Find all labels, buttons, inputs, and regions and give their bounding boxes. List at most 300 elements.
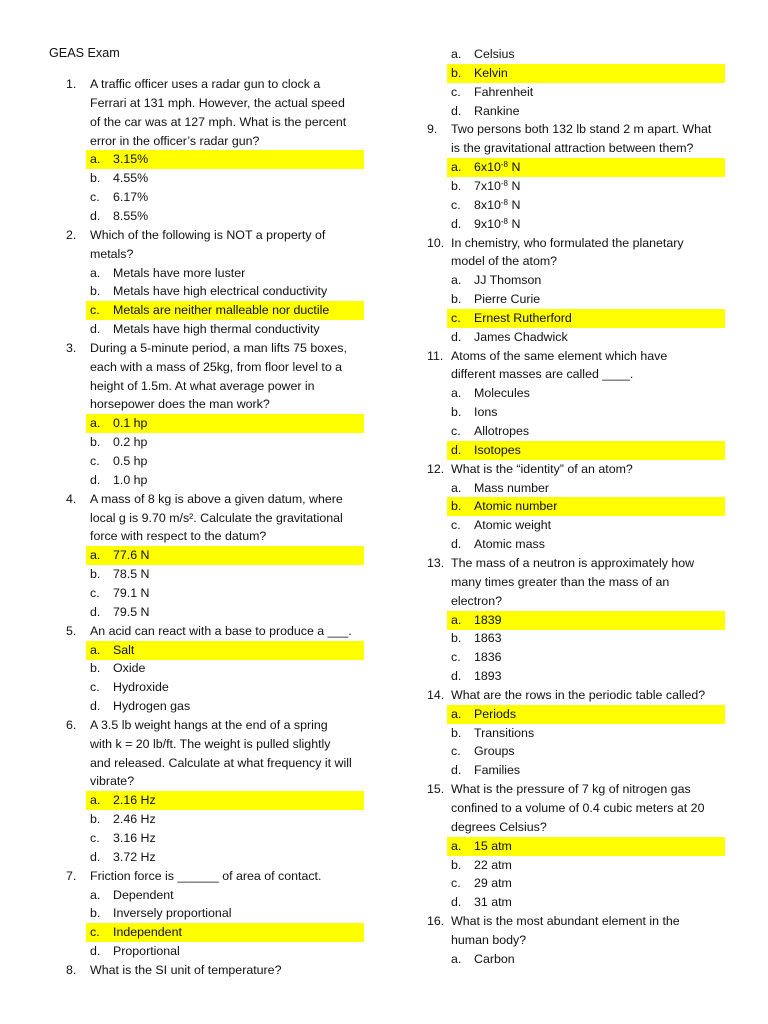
choice-text (474, 441, 521, 460)
choice-value: 3.15% (113, 152, 149, 167)
choice-letter: d. (451, 763, 462, 778)
question-text: metals? (90, 246, 134, 261)
choice-letter: d. (451, 537, 462, 552)
answer-choice (447, 384, 725, 403)
choice-value: Metals have high electrical conductivity (113, 284, 328, 299)
choice-text (113, 301, 329, 320)
choice-text (113, 565, 150, 584)
answer-choice-highlighted (447, 441, 725, 460)
question-number: 16. (427, 914, 445, 929)
answer-choice-highlighted (447, 64, 725, 83)
answer-choice (86, 471, 364, 490)
choice-text (474, 309, 572, 328)
question-number: 13. (427, 555, 445, 570)
choice-value: 8.55% (113, 208, 149, 223)
question-text: each with a mass of 25kg, from floor level to a (90, 359, 343, 374)
choice-letter: c. (90, 680, 100, 695)
choice-letter: d. (451, 442, 462, 457)
choice-value: Fahrenheit (474, 84, 534, 99)
question-number: 15. (427, 782, 445, 797)
choice-text (113, 433, 147, 452)
choice-value: 1836 (474, 650, 502, 665)
choice-letter: a. (90, 416, 101, 431)
choice-value: Atomic number (474, 499, 558, 514)
choice-letter: b. (90, 435, 101, 450)
choice-letter: b. (90, 284, 101, 299)
choice-value: Allotropes (474, 424, 530, 438)
question-text: What is the pressure of 7 kg of nitrogen gas (451, 782, 691, 797)
choice-letter: a. (90, 793, 101, 808)
choice-value: 29 atm (474, 876, 512, 891)
answer-choice (86, 264, 364, 283)
choice-text (113, 320, 320, 339)
choice-text (113, 904, 231, 923)
answer-choice (86, 848, 364, 867)
choice-text (113, 150, 148, 169)
choice-text (113, 452, 147, 471)
choice-text (113, 207, 148, 226)
answer-choice-highlighted (86, 150, 364, 169)
choice-value: Mass number (474, 480, 550, 495)
choice-text (474, 215, 520, 234)
answer-choice (86, 942, 364, 961)
choice-value: 3.16 Hz (113, 831, 156, 845)
choice-text (474, 648, 502, 667)
unit: N (508, 178, 521, 193)
answer-choice (447, 177, 725, 196)
answer-choice (86, 904, 364, 923)
choice-value: 2.46 Hz (113, 812, 156, 827)
choice-value: Pierre Curie (474, 292, 541, 307)
answer-choice (86, 659, 364, 678)
question-text: Two persons both 132 lb stand 2 m apart. What (451, 122, 712, 137)
question-text: different masses are called ____. (451, 367, 634, 382)
choice-text (474, 271, 541, 290)
choice-text (474, 611, 502, 630)
choice-value: Metals have high thermal conductivity (113, 322, 320, 337)
answer-choice-highlighted (86, 301, 364, 320)
choice-value: 1839 (474, 612, 502, 627)
choice-text (474, 893, 512, 912)
choice-text (113, 848, 156, 867)
choice-value: 22 atm (474, 857, 512, 872)
choice-value: Celsius (474, 47, 515, 61)
choice-letter: d. (90, 208, 101, 223)
choice-text (474, 535, 545, 554)
question-number: 9. (427, 122, 438, 137)
choice-letter: a. (90, 887, 101, 902)
question-number: 8. (66, 962, 77, 977)
choice-text (113, 791, 156, 810)
answer-choice (447, 328, 725, 347)
choice-text (474, 83, 533, 102)
choice-text (474, 742, 515, 761)
choice-value: 1863 (474, 631, 502, 646)
answer-choice (447, 479, 725, 498)
choice-letter: d. (90, 472, 101, 487)
question-text: Ferrari at 131 mph. However, the actual speed (90, 95, 345, 110)
answer-choice (86, 697, 364, 716)
answer-choice-highlighted (86, 546, 364, 565)
choice-text (113, 471, 147, 490)
answer-choice (447, 215, 725, 234)
choice-letter: b. (451, 405, 462, 420)
choice-letter: c. (90, 454, 100, 468)
question-text: A mass of 8 kg is above a given datum, where (90, 491, 343, 506)
question-number: 14. (427, 687, 445, 702)
choice-text (474, 290, 540, 309)
choice-text (474, 328, 568, 347)
choice-value: Molecules (474, 386, 530, 401)
answer-choice (86, 452, 364, 471)
choice-text (113, 886, 174, 905)
question-text: A 3.5 lb weight hangs at the end of a spring (90, 717, 328, 732)
choice-value: 77.6 N (113, 548, 150, 563)
answer-choice-highlighted (86, 414, 364, 433)
choice-value: Transitions (474, 725, 535, 740)
choice-letter: b. (451, 857, 462, 872)
question-text: horsepower does the man work? (90, 397, 270, 412)
choice-letter: a. (451, 386, 462, 401)
question-text: human body? (451, 932, 527, 947)
choice-value: Hydrogen gas (113, 699, 191, 714)
answer-choice-highlighted (86, 791, 364, 810)
choice-value: Hydroxide (113, 680, 169, 695)
exponent: -8 (500, 197, 508, 207)
choice-text (474, 761, 520, 780)
choice-value: Rankine (474, 103, 520, 118)
answer-choice (447, 45, 725, 64)
choice-value: 6x10 (474, 160, 501, 175)
question-text: local g is 9.70 m/s². Calculate the gravitational (90, 510, 343, 525)
question-text: The mass of a neutron is approximately how (451, 555, 695, 570)
choice-text (113, 188, 148, 207)
choice-text (474, 45, 515, 64)
choice-value: Carbon (474, 951, 515, 966)
choice-letter: b. (451, 725, 462, 740)
question-number: 12. (427, 461, 445, 476)
choice-value: 79.1 N (113, 585, 150, 600)
choice-value: 6.17% (113, 190, 149, 205)
answer-choice (447, 196, 725, 215)
question-text: height of 1.5m. At what average power in (90, 378, 315, 393)
answer-choice-highlighted (447, 309, 725, 328)
question-text: Atoms of the same element which have (451, 348, 668, 363)
answer-choice (447, 648, 725, 667)
choice-letter: d. (90, 944, 101, 959)
answer-choice-highlighted (447, 837, 725, 856)
question-number: 2. (66, 227, 77, 242)
question-number: 6. (66, 717, 77, 732)
choice-value: 7x10 (474, 178, 501, 193)
choice-text (113, 584, 150, 603)
choice-value: Atomic mass (474, 537, 545, 552)
choice-letter: c. (90, 925, 100, 940)
question-number: 4. (66, 491, 77, 506)
choice-value: Dependent (113, 887, 174, 902)
choice-letter: b. (451, 499, 462, 514)
choice-text (113, 942, 180, 961)
choice-letter: a. (451, 160, 462, 175)
choice-text (113, 603, 150, 622)
choice-letter: b. (451, 178, 462, 193)
choice-text (474, 384, 530, 403)
choice-letter: c. (451, 310, 461, 325)
answer-choice (447, 516, 725, 535)
question-text: is the gravitational attraction between them? (451, 141, 694, 156)
answer-choice-highlighted (86, 923, 364, 942)
question-text: many times greater than the mass of an (451, 574, 670, 589)
question-text: Which of the following is NOT a property of (90, 227, 326, 242)
answer-choice (447, 893, 725, 912)
choice-letter: d. (90, 604, 101, 619)
choice-value: 79.5 N (113, 604, 150, 619)
choice-letter: c. (451, 650, 461, 665)
choice-letter: c. (451, 876, 461, 891)
choice-letter: c. (90, 585, 100, 600)
question-number: 7. (66, 868, 77, 883)
choice-value: Families (474, 763, 521, 778)
choice-letter: a. (451, 706, 462, 721)
choice-value: JJ Thomson (474, 273, 542, 288)
answer-choice (447, 761, 725, 780)
answer-choice (86, 584, 364, 603)
answer-choice (447, 271, 725, 290)
answer-choice (447, 629, 725, 648)
choice-value: Salt (113, 642, 135, 657)
choice-text (474, 667, 502, 686)
choice-text (474, 837, 512, 856)
choice-value: 15 atm (474, 838, 512, 853)
exponent: -8 (500, 216, 508, 226)
choice-text (113, 659, 145, 678)
question-text: error in the officer’s radar gun? (90, 133, 260, 148)
choice-letter: b. (90, 661, 101, 676)
choice-value: Isotopes (474, 442, 521, 457)
answer-choice (86, 320, 364, 339)
choice-value: James Chadwick (474, 329, 568, 344)
answer-choice (447, 742, 725, 761)
question-text: model of the atom? (451, 254, 558, 269)
question-text: degrees Celsius? (451, 819, 547, 834)
choice-text (113, 546, 150, 565)
answer-choice (86, 678, 364, 697)
question-text: of the car was at 127 mph. What is the percent (90, 114, 347, 129)
choice-letter: a. (451, 951, 462, 966)
choice-text (474, 479, 549, 498)
question-number: 10. (427, 235, 445, 250)
question-number: 1. (66, 77, 77, 91)
choice-letter: c. (451, 744, 461, 759)
choice-value: 4.55% (113, 171, 149, 186)
choice-letter: a. (451, 273, 462, 288)
choice-letter: a. (90, 548, 101, 563)
answer-choice (86, 603, 364, 622)
choice-letter: b. (90, 906, 101, 921)
choice-letter: c. (451, 424, 461, 438)
choice-letter: d. (90, 699, 101, 714)
choice-text (113, 282, 327, 301)
choice-text (474, 102, 519, 121)
choice-value: Independent (113, 925, 182, 940)
answer-choice (86, 433, 364, 452)
answer-choice (86, 207, 364, 226)
choice-value: 2.16 Hz (113, 793, 156, 808)
choice-letter: c. (451, 197, 461, 212)
choice-text (113, 264, 245, 283)
answer-choice (447, 422, 725, 441)
question-text: A traffic officer uses a radar gun to clock a (90, 77, 321, 91)
choice-value: 0.5 hp (113, 454, 148, 468)
choice-letter: a. (90, 642, 101, 657)
choice-text (474, 158, 520, 177)
unit: N (508, 160, 521, 175)
choice-text (474, 950, 515, 969)
choice-letter: d. (451, 329, 462, 344)
choice-letter: b. (90, 171, 101, 186)
choice-value: Ernest Rutherford (474, 310, 572, 325)
choice-text (474, 856, 512, 875)
choice-text (474, 64, 508, 83)
unit: N (508, 197, 521, 212)
choice-text (113, 697, 190, 716)
choice-text (113, 829, 156, 848)
choice-letter: a. (451, 612, 462, 627)
page-title: GEAS Exam (49, 46, 120, 60)
answer-choice (86, 829, 364, 848)
choice-text (474, 497, 557, 516)
choice-value: Kelvin (474, 65, 508, 80)
answer-choice (447, 290, 725, 309)
choice-letter: b. (90, 567, 101, 582)
choice-text (474, 516, 551, 535)
choice-letter: d. (90, 322, 101, 337)
choice-value: Groups (474, 744, 515, 759)
question-text: What is the “identity” of an atom? (451, 461, 633, 476)
choice-letter: c. (90, 303, 100, 318)
choice-letter: d. (451, 216, 462, 231)
choice-value: Inversely proportional (113, 906, 232, 921)
answer-choice (447, 535, 725, 554)
choice-value: 0.2 hp (113, 435, 148, 450)
question-text: vibrate? (90, 774, 135, 789)
choice-letter: c. (451, 518, 461, 533)
answer-choice (86, 282, 364, 301)
question-text: electron? (451, 593, 502, 608)
exponent: -8 (500, 178, 508, 188)
choice-letter: a. (451, 47, 462, 61)
answer-choice-highlighted (447, 611, 725, 630)
question-text: confined to a volume of 0.4 cubic meters at 20 (451, 801, 705, 815)
answer-choice (447, 667, 725, 686)
answer-choice-highlighted (447, 158, 725, 177)
question-text: During a 5-minute period, a man lifts 75 boxes, (90, 340, 347, 355)
choice-letter: a. (451, 480, 462, 495)
question-text: What are the rows in the periodic table called? (451, 687, 706, 702)
choice-letter: d. (451, 669, 462, 684)
answer-choice (447, 874, 725, 893)
choice-letter: b. (451, 292, 462, 307)
answer-choice (447, 102, 725, 121)
choice-value: Metals are neither malleable nor ductile (113, 303, 330, 318)
choice-text (113, 810, 156, 829)
choice-value: 31 atm (474, 895, 512, 910)
answer-choice (447, 724, 725, 743)
choice-value: Periods (474, 706, 517, 721)
answer-choice (86, 188, 364, 207)
question-text: An acid can react with a base to produce a ___. (90, 623, 352, 638)
answer-choice (447, 83, 725, 102)
choice-value: 1.0 hp (113, 472, 148, 487)
choice-value: 0.1 hp (113, 416, 148, 431)
question-number: 11. (427, 348, 444, 363)
choice-text (474, 629, 502, 648)
unit: N (508, 216, 521, 231)
choice-value: 8x10 (474, 197, 501, 212)
choice-text (474, 403, 497, 422)
choice-text (113, 641, 134, 660)
answer-choice-highlighted (447, 497, 725, 516)
choice-text (474, 422, 529, 441)
choice-text (474, 177, 520, 196)
answer-choice (447, 856, 725, 875)
answer-choice-highlighted (86, 641, 364, 660)
question-text: Friction force is ______ of area of contact. (90, 868, 322, 883)
choice-letter: c. (90, 831, 100, 845)
choice-letter: a. (90, 152, 101, 167)
choice-text (113, 923, 182, 942)
answer-choice (447, 950, 725, 969)
answer-choice (447, 403, 725, 422)
choice-letter: d. (451, 103, 462, 118)
answer-choice (86, 169, 364, 188)
choice-text (113, 169, 148, 188)
question-text: What is the most abundant element in the (451, 914, 680, 929)
choice-value: 1893 (474, 669, 502, 684)
choice-letter: c. (90, 190, 100, 205)
choice-letter: b. (451, 65, 462, 80)
choice-letter: b. (90, 812, 101, 827)
choice-value: Atomic weight (474, 518, 552, 533)
question-text: with k = 20 lb/ft. The weight is pulled slightly (90, 736, 331, 751)
answer-choice (86, 886, 364, 905)
choice-value: Ions (474, 405, 498, 420)
choice-letter: c. (451, 84, 461, 99)
answer-choice (86, 565, 364, 584)
question-number: 3. (66, 340, 77, 355)
choice-letter: d. (451, 895, 462, 910)
answer-choice (86, 810, 364, 829)
question-text: and released. Calculate at what frequency it will (90, 755, 352, 770)
choice-value: Proportional (113, 944, 180, 959)
choice-value: 3.72 Hz (113, 849, 156, 864)
question-text: In chemistry, who formulated the planetary (451, 235, 684, 250)
choice-value: Oxide (113, 661, 146, 676)
choice-letter: a. (90, 265, 101, 280)
choice-text (474, 705, 516, 724)
choice-value: 78.5 N (113, 567, 150, 582)
choice-letter: a. (451, 838, 462, 853)
question-text: force with respect to the datum? (90, 529, 267, 544)
choice-text (113, 678, 169, 697)
question-number: 5. (66, 623, 77, 638)
choice-value: 9x10 (474, 216, 501, 231)
choice-text (113, 414, 147, 433)
exponent: -8 (500, 160, 508, 170)
answer-choice-highlighted (447, 705, 725, 724)
choice-letter: b. (451, 631, 462, 646)
choice-text (474, 196, 520, 215)
